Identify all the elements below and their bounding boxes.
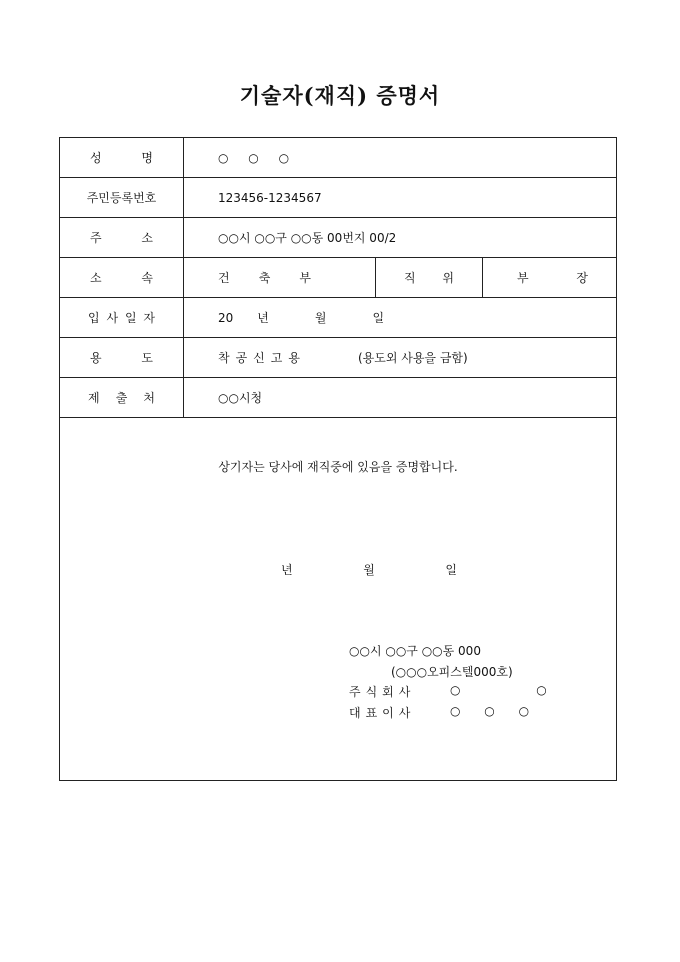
name-value: [184, 138, 616, 177]
resident-no-text: 123456-1234567: [218, 190, 322, 205]
document-title: 기술자(재직) 증명서: [239, 83, 441, 108]
purpose-label: 용 도: [90, 351, 153, 365]
certificate-form: [59, 137, 617, 781]
affiliation-label: 소 속: [90, 271, 153, 285]
company-label: 주식회사: [349, 685, 416, 699]
resident-no-row: [60, 178, 616, 218]
submit-to-label: 제 출 처: [88, 391, 155, 405]
purpose-note: (용도외 사용을 금함): [357, 351, 468, 365]
name-text: ○ ○ ○: [218, 150, 298, 165]
address-text: ○○시 ○○구 ○○동 00번지 00/2: [218, 231, 397, 245]
representative-label: 대표이사: [349, 706, 416, 720]
hire-month-unit: 월: [314, 311, 327, 325]
issuer-address: ○○시 ○○구 ○○동 000: [349, 644, 481, 658]
address-label: 주 소: [90, 231, 153, 245]
address-row: [60, 218, 616, 258]
purpose-text: 착공신고용: [218, 351, 306, 365]
address-value: [184, 218, 616, 257]
hire-year-unit: 년: [257, 311, 269, 325]
resident-no-value: [184, 178, 616, 217]
company-name: ○ ○: [450, 683, 583, 697]
issue-year-unit: 년: [281, 563, 293, 577]
name-label: 성 명: [90, 151, 153, 165]
position-label: 직 위: [376, 258, 483, 297]
issuer-building: (○○○오피스텔000호): [391, 665, 513, 679]
purpose-value: [184, 338, 616, 377]
submit-to-value: [184, 378, 616, 417]
issue-date: [281, 561, 457, 578]
hire-day-unit: 일: [372, 311, 385, 325]
resident-no-label: 주민등록번호: [60, 178, 184, 217]
purpose-label-cell: [60, 338, 184, 377]
hire-date-label: 입 사 일 자: [88, 311, 155, 325]
hire-date-value: [184, 298, 616, 337]
affiliation-row: [60, 258, 616, 298]
submit-to-row: [60, 378, 616, 418]
affiliation-value: 건 축 부: [184, 258, 376, 297]
submit-to-label-cell: [60, 378, 184, 417]
position-value: 부 장: [517, 271, 588, 285]
name-label-cell: [60, 138, 184, 177]
certification-statement: 상기자는 당사에 재직중에 있음을 증명합니다.: [218, 460, 458, 474]
affiliation-label-cell: [60, 258, 184, 297]
issue-month-unit: 월: [363, 563, 375, 577]
representative-name: ○ ○ ○: [450, 704, 540, 718]
name-row: [60, 138, 616, 178]
address-label-cell: [60, 218, 184, 257]
purpose-row: [60, 338, 616, 378]
hire-date-row: [60, 298, 616, 338]
submit-to-text: ○○시청: [218, 391, 263, 405]
issue-day-unit: 일: [445, 563, 457, 577]
hire-year: 20: [218, 310, 234, 325]
hire-date-label-cell: [60, 298, 184, 337]
